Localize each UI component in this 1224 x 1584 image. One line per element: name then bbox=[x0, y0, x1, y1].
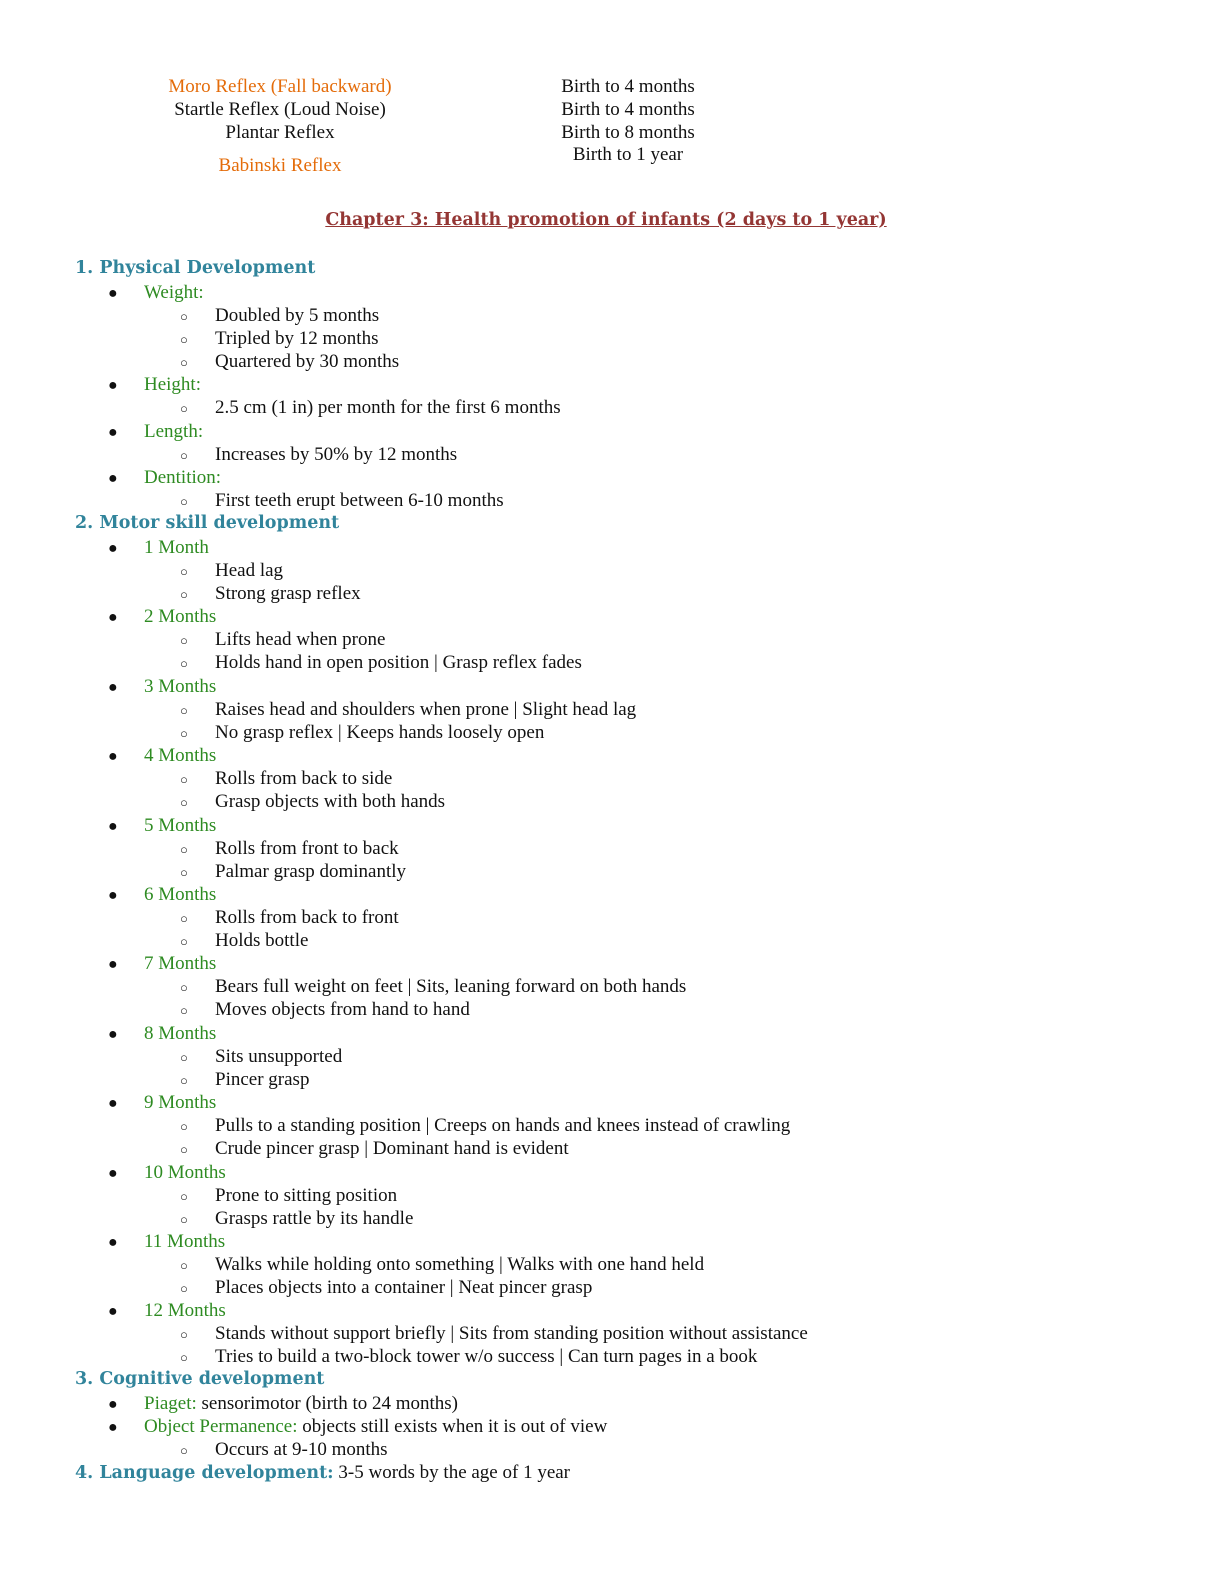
bullet-weight: ● Weight: bbox=[108, 282, 204, 303]
sub-item: ○ 2.5 cm (1 in) per month for the first 6 months bbox=[180, 397, 561, 418]
reflex-age-plantar: Birth to 8 months bbox=[561, 122, 695, 143]
sub-item: ○ Tripled by 12 months bbox=[180, 328, 379, 349]
sub-item: ○ Grasps rattle by its handle bbox=[180, 1208, 414, 1229]
sub-item: ○ Head lag bbox=[180, 560, 284, 581]
reflex-name-startle: Startle Reflex (Loud Noise) bbox=[174, 99, 386, 120]
sub-item: ○ Doubled by 5 months bbox=[180, 305, 380, 326]
sub-item: ○ Places objects into a container | Neat pincer grasp bbox=[180, 1277, 593, 1298]
reflex-age-startle: Birth to 4 months bbox=[561, 99, 695, 120]
bullet-label: Length: bbox=[144, 421, 204, 442]
sub-item: ○ Moves objects from hand to hand bbox=[180, 999, 470, 1020]
sub-item: ○ Tries to build a two-block tower w/o success | Can turn pages in a book bbox=[180, 1346, 758, 1367]
bullet-month: ● 9 Months bbox=[108, 1092, 217, 1113]
section-heading-cognitive: 3. Cognitive development bbox=[75, 1369, 325, 1389]
bullet-month: ● 1 Month bbox=[108, 537, 209, 558]
bullet-length: ● Length: bbox=[108, 421, 204, 442]
section-heading-language bbox=[75, 1462, 570, 1484]
bullet-month: ● 6 Months bbox=[108, 884, 217, 905]
sub-item: ○ First teeth erupt between 6-10 months bbox=[180, 490, 504, 511]
sub-item: ○ Grasp objects with both hands bbox=[180, 791, 446, 812]
bullet-label: Weight: bbox=[144, 282, 204, 303]
bullet-month: ● 11 Months bbox=[108, 1231, 226, 1252]
sub-item: ○ Increases by 50% by 12 months bbox=[180, 444, 458, 465]
bullet-piaget: ● Piaget: sensorimotor (birth to 24 months) bbox=[108, 1393, 459, 1414]
sub-item: ○ Lifts head when prone bbox=[180, 629, 386, 650]
sub-item: ○ Pincer grasp bbox=[180, 1069, 310, 1090]
bullet-month: ● 10 Months bbox=[108, 1162, 226, 1183]
chapter-title: Chapter 3: Health promotion of infants (2 days to 1 year) bbox=[325, 210, 887, 230]
bullet-label: Height: bbox=[144, 374, 201, 395]
sub-item: ○ Crude pincer grasp | Dominant hand is evident bbox=[180, 1138, 569, 1159]
sub-item: ○ Sits unsupported bbox=[180, 1046, 343, 1067]
sub-item: ○ Prone to sitting position bbox=[180, 1185, 398, 1206]
language-text: 3-5 words by the age of 1 year bbox=[333, 1462, 571, 1483]
sub-item: ○ Walks while holding onto something | Walks with one hand held bbox=[180, 1254, 705, 1275]
reflex-age-babinski: Birth to 1 year bbox=[572, 144, 684, 165]
sub-item: ○ Stands without support briefly | Sits from standing position without assistance bbox=[180, 1323, 808, 1344]
sub-item: ○ Holds bottle bbox=[180, 930, 309, 951]
bullet-month: ● 4 Months bbox=[108, 745, 217, 766]
bullet-object-permanence: ● Object Permanence: objects still exists when it is out of view bbox=[108, 1416, 608, 1437]
bullet-label: Dentition: bbox=[144, 467, 222, 488]
sub-item: ○ Raises head and shoulders when prone | Slight head lag bbox=[180, 699, 637, 720]
sub-item: ○ Holds hand in open position | Grasp reflex fades bbox=[180, 652, 582, 673]
bullet-month: ● 7 Months bbox=[108, 953, 217, 974]
section-heading-motor: 2. Motor skill development bbox=[75, 513, 340, 533]
sub-item: ○ Pulls to a standing position | Creeps on hands and knees instead of crawling bbox=[180, 1115, 791, 1136]
bullet-dentition: ● Dentition: bbox=[108, 467, 222, 488]
bullet-month: ● 2 Months bbox=[108, 606, 217, 627]
bullet-month: ● 8 Months bbox=[108, 1023, 217, 1044]
sub-item: ○ Bears full weight on feet | Sits, leaning forward on both hands bbox=[180, 976, 687, 997]
sub-item: ○ Palmar grasp dominantly bbox=[180, 861, 407, 882]
sub-item: ○ Quartered by 30 months bbox=[180, 351, 400, 372]
bullet-height: ● Height: bbox=[108, 374, 201, 395]
reflex-name-moro: Moro Reflex (Fall backward) bbox=[168, 76, 392, 97]
sub-item: ○ No grasp reflex | Keeps hands loosely open bbox=[180, 722, 545, 743]
bullet-month: ● 3 Months bbox=[108, 676, 217, 697]
bullet-month: ● 5 Months bbox=[108, 815, 217, 836]
sub-item: ○ Rolls from back to front bbox=[180, 907, 399, 928]
sub-item: ○ Rolls from back to side bbox=[180, 768, 393, 789]
reflex-name-plantar: Plantar Reflex bbox=[225, 122, 335, 143]
sub-item: ○ Strong grasp reflex bbox=[180, 583, 361, 604]
section-heading-physical: 1. Physical Development bbox=[75, 258, 316, 278]
reflex-age-moro: Birth to 4 months bbox=[561, 76, 695, 97]
language-label: 4. Language development: bbox=[75, 1463, 334, 1483]
sub-item: ○ Occurs at 9-10 months bbox=[180, 1439, 388, 1460]
sub-item: ○ Rolls from front to back bbox=[180, 838, 399, 859]
reflex-name-babinski: Babinski Reflex bbox=[218, 155, 342, 176]
bullet-month: ● 12 Months bbox=[108, 1300, 226, 1321]
